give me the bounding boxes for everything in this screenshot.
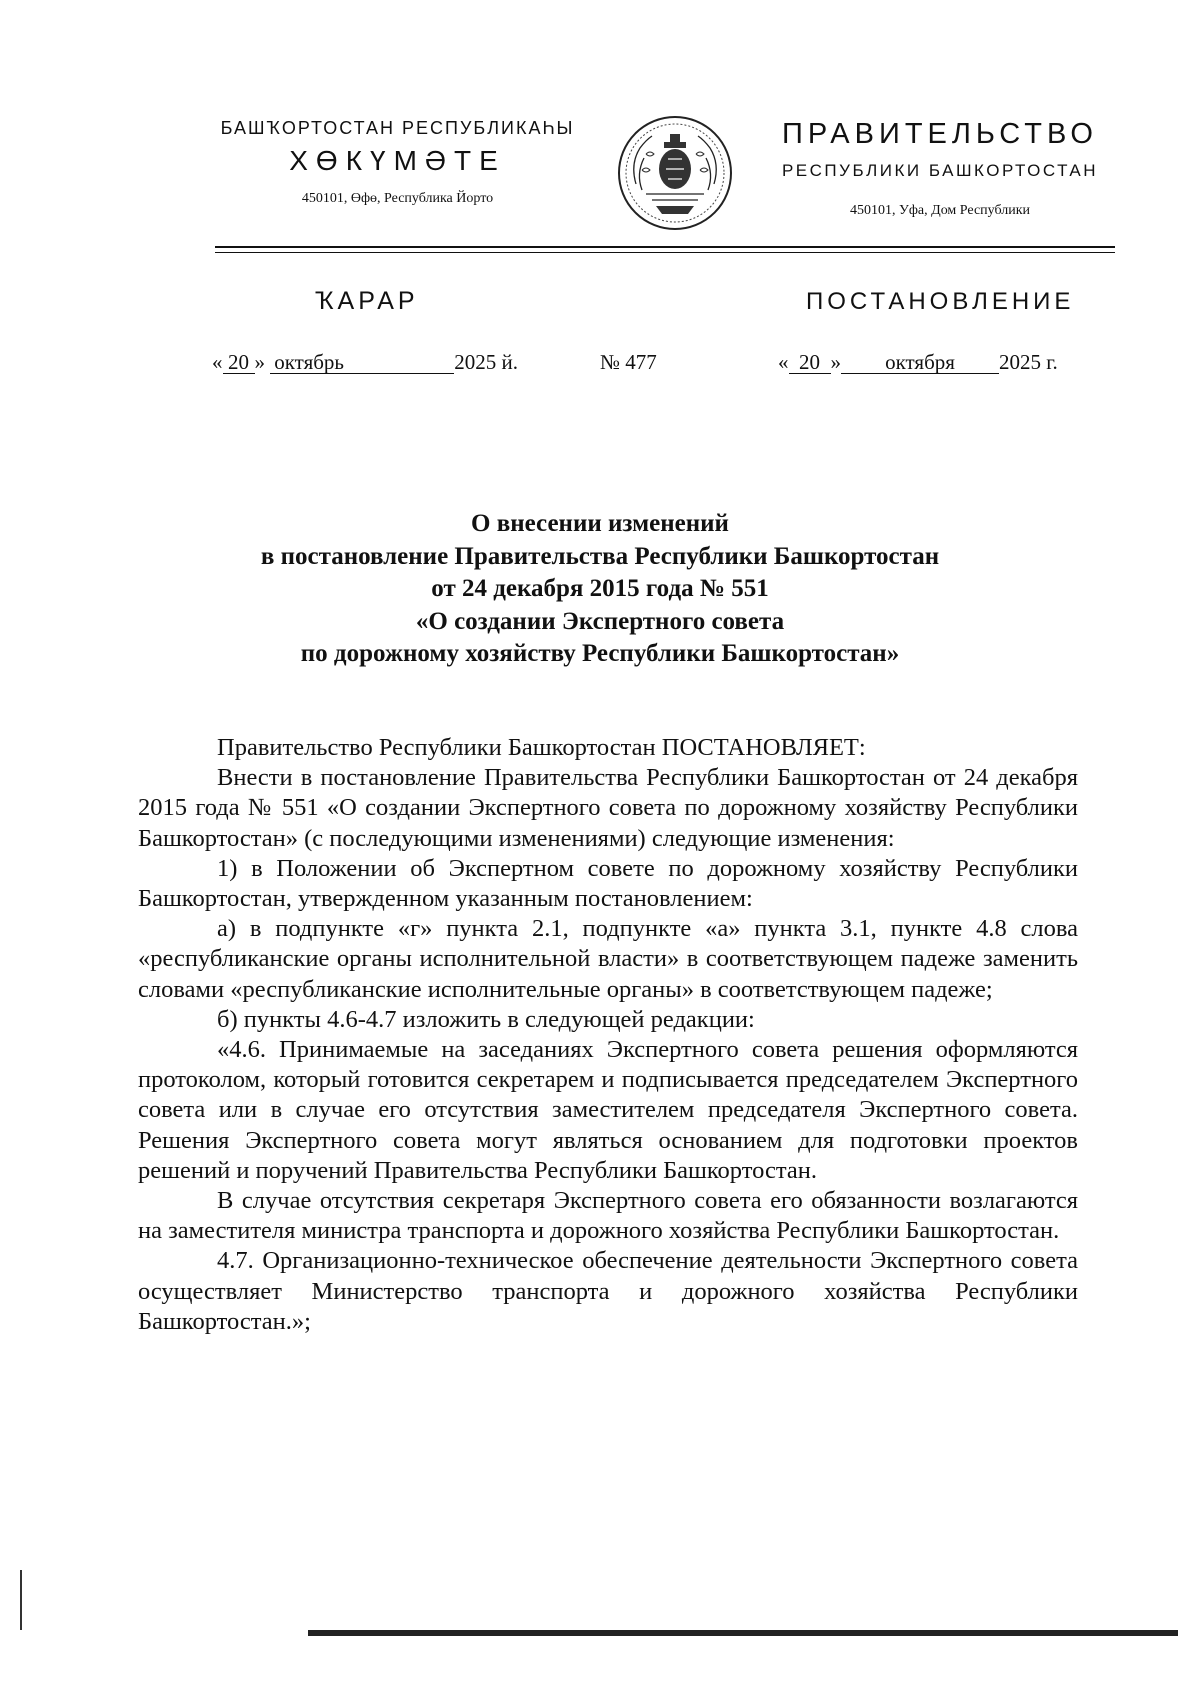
- header-left-line1: БАШҠОРТОСТАН РЕСПУБЛИКАҺЫ: [220, 118, 575, 138]
- header-right-line1: ПРАВИТЕЛЬСТВО: [782, 118, 1098, 150]
- header-left-line2: ХӨКҮМӘТЕ: [289, 145, 506, 176]
- body-paragraph: В случае отсутствия секретаря Экспертного совета его обязанности возлагаются на заместителя министра транспорта и дорожного хозяйства Республики Башкортостан.: [138, 1187, 1078, 1245]
- date-left-close-quote: »: [254, 350, 265, 374]
- header-right-address: 450101, Уфа, Дом Республики: [849, 203, 1031, 218]
- header-divider-thick: [215, 246, 1115, 248]
- date-left-open-quote: «: [212, 350, 223, 374]
- date-right-open-quote: «: [778, 350, 789, 374]
- body-paragraph: 4.7. Организационно-техническое обеспечение деятельности Экспертного совета осуществляет Министерство транспорта и дорожного хозяйства Республики Башкортостан.»;: [138, 1247, 1078, 1335]
- header-left-address: 450101, Өфө, Республика Йорто: [301, 191, 494, 206]
- title-line-3: от 24 декабря 2015 года № 551: [431, 575, 769, 602]
- header-right-block: [770, 118, 1110, 219]
- date-right: [778, 350, 1058, 375]
- title-line-1: О внесении изменений: [471, 510, 729, 537]
- date-left-month: октябрь: [270, 352, 454, 374]
- date-left-year: 2025 й.: [454, 350, 518, 374]
- date-right-day: 20: [789, 352, 831, 374]
- header-left-block: [215, 118, 580, 207]
- doc-kind-left: ҠАРАР: [315, 287, 419, 315]
- document-title: [180, 508, 1020, 671]
- date-right-year: 2025 г.: [999, 350, 1058, 374]
- title-line-5: по дорожному хозяйству Республики Башкортостан»: [300, 640, 900, 667]
- header-divider-thin: [215, 252, 1115, 253]
- date-left-day: 20: [223, 352, 255, 374]
- body-paragraph: Правительство Республики Башкортостан ПОСТАНОВЛЯЕТ:: [217, 734, 866, 761]
- date-right-month: октября: [841, 352, 999, 374]
- coat-of-arms-icon: [616, 114, 734, 232]
- date-left: [212, 350, 518, 375]
- doc-kind-right: ПОСТАНОВЛЕНИЕ: [806, 288, 1075, 315]
- body-paragraph: Внести в постановление Правительства Республики Башкортостан от 24 декабря 2015 года № 551 «О создании Экспертного совета по дорожному хозяйству Республики Башкортостан» (с последующими изменениями) следующие изменения:: [138, 764, 1078, 852]
- date-right-close-quote: »: [830, 350, 841, 374]
- footer-scan-line: [308, 1630, 1178, 1636]
- body-paragraph: а) в подпункте «г» пункта 2.1, подпункте «а» пункта 3.1, пункте 4.8 слова «республиканские органы исполнительной власти» в соответствующем падеже заменить словами «республиканские исполнительные органы» в соответствующем падеже;: [138, 915, 1078, 1003]
- document-body: [138, 733, 1078, 1337]
- title-line-4: «О создании Экспертного совета: [415, 607, 785, 635]
- body-paragraph: б) пункты 4.6-4.7 изложить в следующей редакции:: [217, 1005, 755, 1033]
- document-number: № 477: [600, 350, 657, 374]
- body-paragraph: 1) в Положении об Экспертном совете по дорожному хозяйству Республики Башкортостан, утвержденном указанным постановлением:: [138, 854, 1078, 913]
- title-line-2: в постановление Правительства Республики Башкортостан: [260, 542, 940, 570]
- header-right-line2: РЕСПУБЛИКИ БАШКОРТОСТАН: [781, 161, 1099, 180]
- body-paragraph: «4.6. Принимаемые на заседаниях Экспертного совета решения оформляются протоколом, который готовится секретарем и подписывается председателем Экспертного совета или в случае его отсутствия заместителем председателя Экспертного совета. Решения Экспертного совета могут являться основанием для подготовки проектов решений и поручений Правительства Республики Башкортостан.: [138, 1036, 1078, 1184]
- scan-margin-mark: [20, 1570, 22, 1630]
